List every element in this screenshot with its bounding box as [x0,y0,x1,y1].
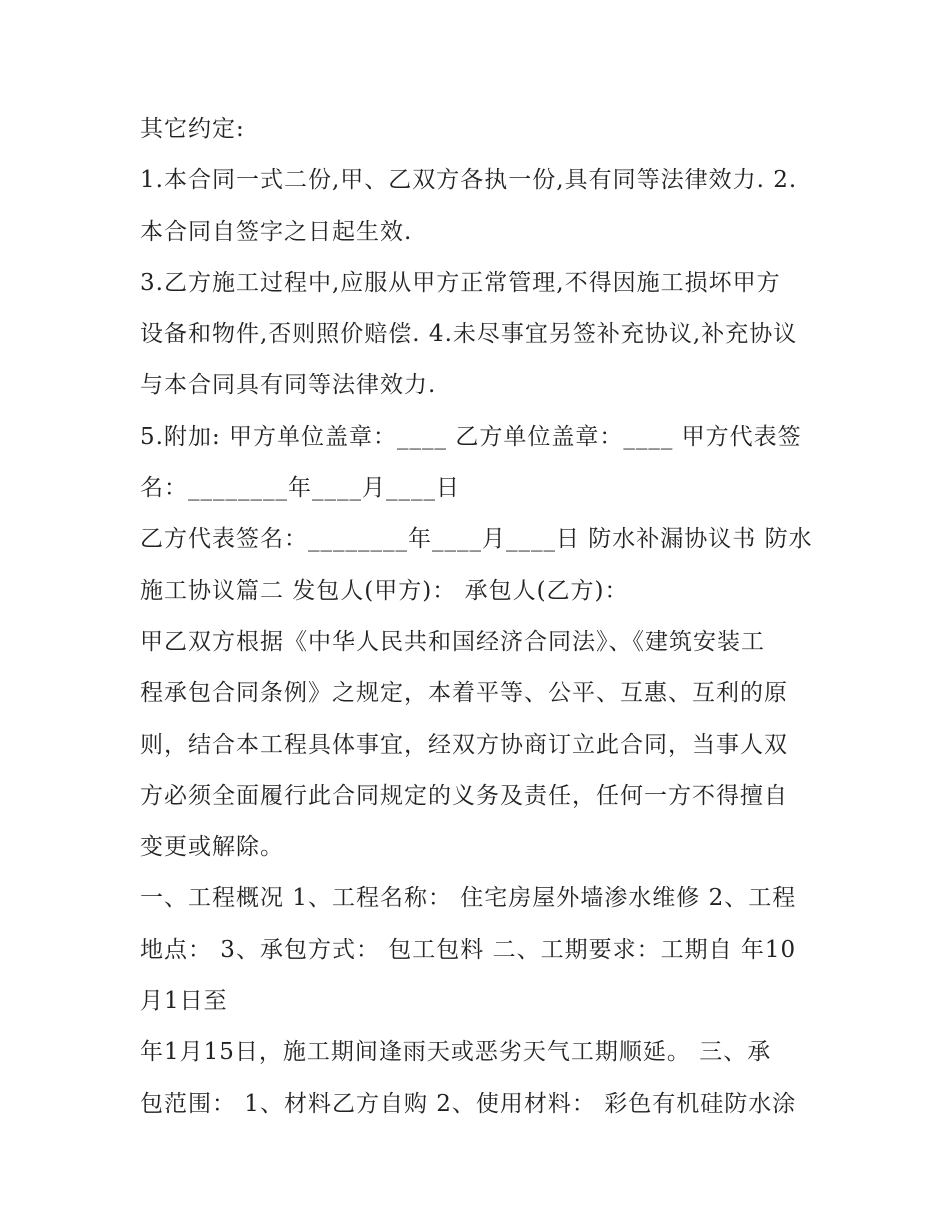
text-line: 年1月15日，施工期间逢雨天或恶劣天气工期顺延。 三、承 [140,1039,772,1066]
text-line: 包范围： 1、材料乙方自购 2、使用材料： 彩色有机硅防水涂 [140,1090,797,1117]
text-line: 程承包合同条例》之规定，本着平等、公平、互惠、互利的原 [140,680,788,707]
text-line: 3.乙方施工过程中,应服从甲方正常管理,不得因施工损坏甲方 [140,269,781,296]
text-line: 则，结合本工程具体事宜，经双方协商订立此合同，当事人双 [140,731,788,758]
text-line: 甲乙双方根据《中华人民共和国经济合同法》、《建筑安装工 [140,628,765,655]
text-line: 一、工程概况 1、工程名称： 住宅房屋外墙渗水维修 2、工程 [140,885,797,912]
section-heading: 其它约定: [140,116,245,142]
text-line: 施工协议篇二 发包人(甲方)： 承包人(乙方)： [140,577,629,604]
text-line: 1.本合同一式二份,甲、乙双方各执一份,具有同等法律效力. 2. [140,167,798,194]
text-line: 地点： 3、承包方式： 包工包料 二、工期要求：工期自 年10 [140,936,797,963]
text-line: 与本合同具有同等法律效力. [140,372,437,399]
text-line: 变更或解除。 [140,834,284,861]
text-line: 方必须全面履行此合同规定的义务及责任，任何一方不得擅自 [140,782,788,809]
text-line: 本合同自签字之日起生效. [140,218,413,245]
text-line: 名：________年____月____日 [140,475,460,502]
text-line: 乙方代表签名：________年____月____日 防水补漏协议书 防水 [140,526,813,553]
text-line: 设备和物件,否则照价赔偿. 4.未尽事宜另签补充协议,补充协议 [140,321,798,348]
text-line: 5.附加: 甲方单位盖章：____ 乙方单位盖章：____ 甲方代表签 [140,423,802,450]
contract-text [140,108,820,1134]
text-line: 月1日至 [140,988,228,1015]
